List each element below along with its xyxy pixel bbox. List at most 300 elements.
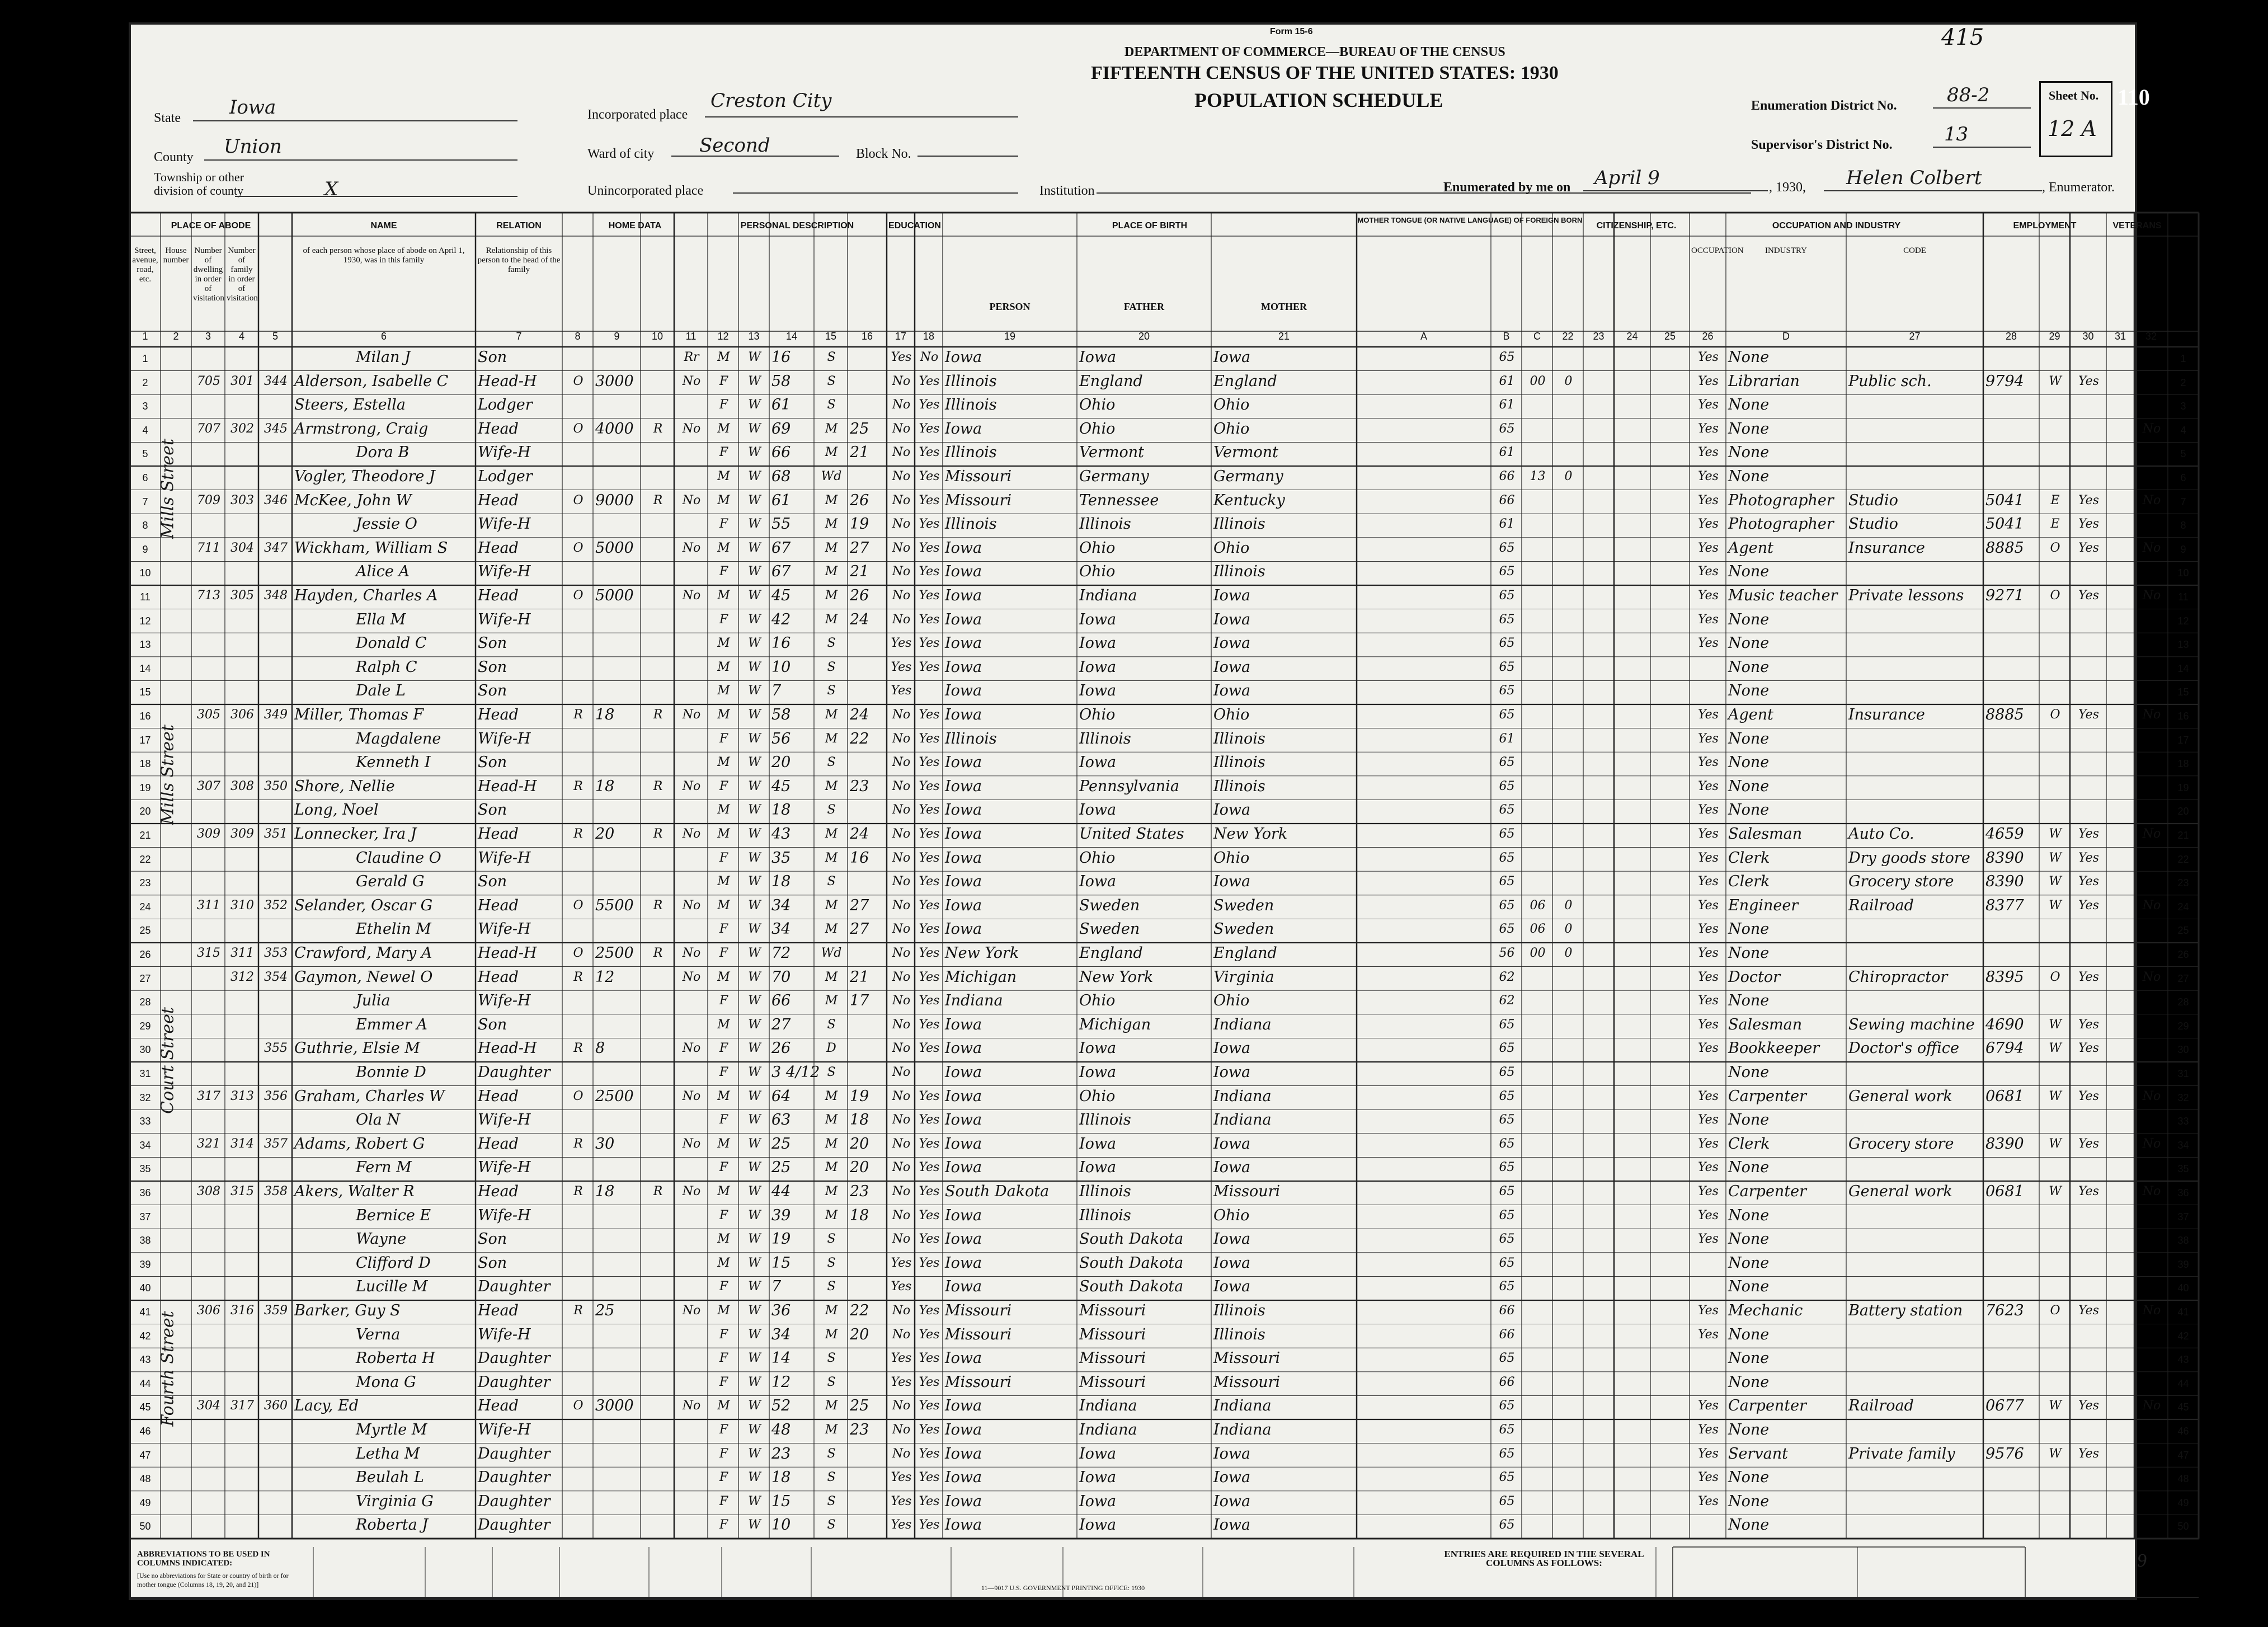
table-cell: 313 [230,1089,254,1103]
table-cell: Ella M [356,610,406,628]
table-cell: Iowa [945,1254,982,1272]
table-cell: No [682,898,701,913]
table-cell: Son [478,658,507,676]
table-cell: Magdalene [356,730,441,747]
table-cell: No [2142,708,2161,722]
table-cell: None [1728,1349,1770,1367]
table-cell: Daughter [478,1492,550,1510]
table-cell: England [1079,944,1143,962]
table-cell: 354 [264,970,288,984]
table-cell: 15 [771,1254,791,1272]
table-cell: W [748,589,761,603]
table-cell: No [682,1041,701,1056]
street-name: Mills Street [158,724,178,825]
table-cell: 66 [1499,469,1515,483]
table-cell: None [1728,610,1770,628]
table-cell: Yes [919,589,940,603]
table-cell: 30 [595,1135,615,1153]
table-cell: Yes [2078,1041,2099,1056]
table-cell: 65 [1499,1017,1515,1032]
table-cell: No [892,1017,911,1032]
table-cell: Bernice E [356,1206,431,1224]
table-cell: 65 [1499,1113,1515,1127]
table-cell: Yes [919,1017,940,1032]
table-cell: Yes [919,874,940,889]
row-number: 4 [2180,424,2186,436]
table-cell: Wife-H [478,1159,531,1177]
table-cell: 358 [264,1184,288,1198]
table-cell: 65 [1499,1518,1515,1532]
table-cell: Iowa [1213,634,1251,652]
table-cell: S [827,1446,836,1461]
table-cell: Wd [821,469,842,483]
row-number: 33 [139,1116,151,1127]
table-cell: Yes [1698,731,1719,746]
table-cell: 306 [197,1304,220,1318]
table-cell: Iowa [1213,1492,1251,1510]
table-cell: Yes [1698,421,1719,436]
table-cell: 61 [1499,398,1515,412]
abbreviations-title: ABBREVIATIONS TO BE USED IN COLUMNS INDICATED: [137,1550,270,1568]
column-number: 30 [2082,331,2094,342]
table-cell: Yes [1698,1208,1719,1222]
table-cell: Missouri [1079,1325,1146,1343]
table-cell: 19 [771,1230,791,1248]
table-cell: M [825,779,838,793]
table-cell: 311 [230,946,254,960]
table-cell: Lacy, Ed [294,1397,359,1415]
table-cell: W [748,517,761,532]
table-cell: F [719,1041,728,1056]
table-cell: W [748,1041,761,1056]
table-cell: 44 [771,1183,791,1200]
table-cell: W [748,1208,761,1222]
table-cell: O [573,1399,584,1413]
table-cell: Illinois [1213,563,1265,581]
table-cell: 61 [1499,731,1515,746]
table-cell: Indiana [1213,1087,1272,1105]
table-cell: O [2050,1304,2060,1318]
column-number: 2 [173,331,179,342]
table-cell: Illinois [1079,515,1131,533]
row-number: 11 [2178,591,2189,603]
row-number: 6 [2180,472,2186,483]
table-cell: Head [478,1302,519,1319]
row-number: 41 [2177,1306,2189,1318]
table-cell: Yes [1698,1136,1719,1151]
table-cell: 5500 [595,896,634,914]
table-cell: D [826,1041,836,1056]
table-cell: 65 [1499,850,1515,865]
column-number: 31 [2114,331,2126,342]
table-cell: Pennsylvania [1079,777,1179,795]
table-cell: Head [478,1087,519,1105]
row-number: 19 [2177,782,2189,793]
table-cell: Iowa [945,1492,982,1510]
table-cell: No [2142,1089,2161,1103]
table-cell: M [825,994,838,1008]
table-cell: M [825,589,838,603]
table-cell: Milan J [356,349,411,366]
table-cell: 7623 [1985,1302,2024,1319]
row-number: 17 [139,734,151,746]
table-cell: S [827,398,836,412]
table-cell: Yes [919,540,940,555]
table-cell: 9576 [1985,1445,2024,1463]
table-cell: 0 [1564,946,1573,960]
table-cell: No [682,540,701,555]
table-cell: M [825,540,838,555]
table-cell: Vermont [1213,444,1279,462]
table-cell: Iowa [945,1469,982,1487]
row-number: 2 [142,377,148,388]
table-cell: 58 [771,372,791,390]
table-cell: M [717,469,730,483]
table-cell: Yes [919,1518,940,1532]
table-cell: South Dakota [1079,1278,1184,1296]
sheet-label: Sheet No. [2049,88,2099,102]
table-cell: Ohio [1213,1206,1250,1224]
row-number: 7 [142,496,148,507]
table-cell: O [2050,540,2060,555]
table-cell: W [748,827,761,841]
table-cell: No [892,803,911,817]
table-cell: No [892,1041,911,1056]
column-number: 17 [895,331,907,342]
table-cell: W [748,803,761,817]
table-cell: Yes [2078,708,2099,722]
table-cell: Yes [919,1208,940,1222]
row-number: 32 [139,1092,151,1103]
row-number: 42 [139,1330,151,1342]
table-cell: Yes [919,1375,940,1389]
table-cell: Yes [1698,1399,1719,1413]
row-number: 4 [142,424,148,436]
table-cell: No [892,1327,911,1342]
table-cell: Daughter [478,1278,550,1296]
table-cell: 64 [771,1087,791,1105]
table-cell: Sweden [1079,920,1140,938]
table-cell: S [827,350,836,364]
table-cell: No [2142,540,2161,555]
table-cell: Yes [1698,779,1719,793]
group-header: PERSONAL DESCRIPTION [740,221,854,231]
table-cell: 66 [1499,1375,1515,1389]
table-cell: 348 [264,589,288,603]
table-cell: No [892,1089,911,1103]
table-cell: 65 [1499,874,1515,889]
table-cell: Yes [2078,827,2099,841]
ward-value: Second [699,134,770,157]
table-cell: No [892,946,911,960]
row-number: 27 [139,972,151,984]
table-cell: Head [478,1183,519,1200]
table-cell: M [717,708,730,722]
table-cell: F [719,1494,728,1508]
table-cell: W [748,1065,761,1079]
row-number: 10 [2177,567,2189,579]
table-cell: W [748,1446,761,1461]
table-cell: 302 [230,421,254,436]
table-cell: Illinois [945,515,997,533]
table-cell: Yes [891,1351,912,1366]
row-number: 18 [139,758,151,770]
table-cell: Yes [2078,493,2099,507]
table-cell: Wayne [356,1230,407,1248]
table-cell: M [825,421,838,436]
table-cell: 65 [1499,660,1515,674]
table-cell: Engineer [1728,896,1799,914]
table-cell: Ohio [1079,992,1116,1010]
table-cell: W [748,421,761,436]
table-cell: M [717,1089,730,1103]
table-cell: 19 [850,515,869,533]
table-cell: Grocery store [1848,873,1954,891]
table-cell: No [892,540,911,555]
table-cell: None [1728,801,1770,819]
table-cell: Alice A [356,563,410,581]
table-cell: Iowa [945,1087,982,1105]
table-cell: Yes [919,827,940,841]
table-cell: Lucille M [356,1278,428,1296]
table-cell: Iowa [945,563,982,581]
table-cell: R [653,946,663,960]
township-value: X [324,178,338,200]
table-cell: Yes [2078,374,2099,388]
table-cell: Yes [919,731,940,746]
table-cell: Yes [1698,970,1719,984]
table-cell: No [892,970,911,984]
table-cell: 2500 [595,1087,634,1105]
table-cell: 18 [771,801,791,819]
table-cell: Yes [2078,1089,2099,1103]
column-header: INDUSTRY [1764,246,1807,255]
column-number: 25 [1664,331,1676,342]
table-cell: F [719,731,728,746]
table-cell: Wife-H [478,849,531,867]
table-cell: 23 [850,1421,869,1438]
table-cell: 66 [1499,1304,1515,1318]
table-cell: 56 [771,730,791,747]
table-cell: No [892,1065,911,1079]
table-cell: Yes [919,1304,940,1318]
table-cell: Beulah L [356,1469,424,1487]
table-cell: 18 [850,1111,869,1129]
row-number: 40 [2177,1282,2189,1294]
table-cell: No [2142,493,2161,507]
table-cell: No [682,421,701,436]
table-cell: England [1213,372,1277,390]
table-cell: 6794 [1985,1040,2024,1057]
table-cell: Music teacher [1728,587,1838,604]
column-number: 26 [1702,331,1714,342]
table-cell: R [653,493,663,507]
table-cell: Iowa [945,1135,982,1153]
table-cell: Yes [2078,874,2099,889]
table-cell: Doctor's office [1848,1040,1960,1057]
row-number: 43 [139,1354,151,1366]
table-cell: S [827,1280,836,1294]
table-cell: No [2142,1304,2161,1318]
table-cell: 8390 [1985,1135,2024,1153]
table-cell: Head-H [478,1040,537,1057]
row-number: 1 [142,353,148,364]
table-cell: Iowa [1213,658,1251,676]
table-cell: F [719,1446,728,1461]
table-cell: Yes [891,1255,912,1270]
table-cell: Long, Noel [294,801,379,819]
table-cell: W [748,493,761,507]
table-cell: Studio [1848,491,1898,509]
table-cell: 16 [850,849,869,867]
table-cell: No [682,1089,701,1103]
unincorporated-label: Unincorporated place [587,184,704,198]
table-cell: Indiana [1079,1397,1137,1415]
table-cell: Insurance [1848,706,1925,723]
table-cell: Wife-H [478,1325,531,1343]
table-cell: W [748,1232,761,1247]
table-cell: 62 [1499,994,1515,1008]
table-cell: None [1728,1325,1770,1343]
table-cell: 18 [771,1469,791,1487]
table-cell: W [2049,1017,2062,1032]
table-cell: 18 [850,1206,869,1224]
table-cell: Iowa [1213,873,1251,891]
table-cell: M [825,708,838,722]
table-cell: No [892,1232,911,1247]
table-cell: 305 [197,708,220,722]
table-cell: Armstrong, Craig [294,420,429,438]
table-cell: Private lessons [1848,587,1964,604]
row-number: 13 [2177,639,2189,651]
table-cell: No [892,1423,911,1437]
table-cell: Illinois [1079,1111,1131,1129]
row-number: 50 [139,1521,151,1532]
row-number: 24 [2177,901,2189,913]
table-cell: 307 [197,779,220,793]
table-cell: O [573,421,584,436]
table-cell: 315 [197,946,220,960]
table-cell: Donald C [356,634,427,652]
table-cell: South Dakota [1079,1254,1184,1272]
table-cell: M [717,684,730,698]
table-cell: Iowa [1213,1445,1251,1463]
table-cell: 65 [1499,1041,1515,1056]
row-number: 15 [2177,686,2189,698]
table-cell: 705 [197,374,220,388]
block-label: Block No. [856,147,911,161]
table-cell: 66 [771,444,791,462]
row-number: 21 [139,830,151,841]
table-cell: Yes [919,1160,940,1175]
table-cell: 48 [771,1421,791,1438]
table-cell: Graham, Charles W [294,1087,445,1105]
table-cell: 52 [771,1397,791,1415]
table-cell: Gerald G [356,873,425,891]
table-cell: 9794 [1985,372,2024,390]
table-cell: Miller, Thomas F [294,706,424,723]
table-cell: M [717,660,730,674]
row-number: 8 [142,520,148,532]
street-name: Court Street [158,1007,178,1114]
table-cell: Akers, Walter R [294,1183,415,1200]
table-cell: S [827,374,836,388]
table-cell: Iowa [945,1516,982,1534]
table-cell: No [892,565,911,579]
table-cell: S [827,874,836,889]
enum-district-label: Enumeration District No. [1751,98,1897,113]
row-number: 7 [2180,496,2186,507]
table-cell: Yes [919,850,940,865]
table-cell: 18 [595,1183,615,1200]
table-cell: Yes [1698,445,1719,460]
row-number: 43 [2177,1354,2189,1366]
table-cell: 316 [230,1304,254,1318]
table-cell: General work [1848,1183,1952,1200]
table-cell: Illinois [1213,754,1265,772]
table-cell: Illinois [1079,1206,1131,1224]
table-cell: Adams, Robert G [294,1135,425,1153]
table-cell: No [892,779,911,793]
table-cell: Yes [919,517,940,532]
table-cell: Yes [1698,708,1719,722]
table-cell: M [717,1304,730,1318]
table-cell: No [2142,1184,2161,1198]
column-number: C [1533,331,1541,342]
table-cell: Hayden, Charles A [294,587,438,604]
table-cell: 0677 [1985,1397,2024,1415]
table-cell: W [748,1494,761,1508]
table-cell: Iowa [945,1040,982,1057]
row-number: 45 [139,1402,151,1413]
table-cell: 353 [264,946,288,960]
table-cell: 14 [771,1349,791,1367]
table-cell: S [827,660,836,674]
table-cell: W [2049,850,2062,865]
table-cell: 21 [850,444,869,462]
table-cell: Yes [1698,350,1719,364]
table-cell: Iowa [945,1230,982,1248]
table-cell: F [719,398,728,412]
table-cell: O [2050,970,2060,984]
table-cell: Iowa [1079,610,1117,628]
table-cell: Iowa [1213,349,1251,366]
table-cell: Daughter [478,1349,550,1367]
table-cell: Ola N [356,1111,401,1129]
table-cell: F [719,1518,728,1532]
table-cell: 06 [1530,898,1546,913]
column-number: 9 [614,331,620,342]
row-number: 6 [142,472,148,483]
table-cell: 65 [1499,755,1515,770]
table-cell: Head [478,539,519,557]
table-cell: Yes [919,493,940,507]
table-cell: Germany [1213,468,1283,485]
table-cell: Iowa [1079,1159,1117,1177]
table-cell: 25 [771,1135,791,1153]
table-cell: Vermont [1079,444,1145,462]
table-cell: Iowa [945,1397,982,1415]
table-cell: 321 [197,1136,220,1151]
table-cell: M [825,731,838,746]
table-cell: 351 [264,827,288,841]
table-cell: W [2049,1041,2062,1056]
table-cell: F [719,1160,728,1175]
table-cell: Yes [919,1446,940,1461]
table-cell: O [573,589,584,603]
table-cell: Indiana [1213,1111,1272,1129]
table-cell: Iowa [1079,1492,1117,1510]
